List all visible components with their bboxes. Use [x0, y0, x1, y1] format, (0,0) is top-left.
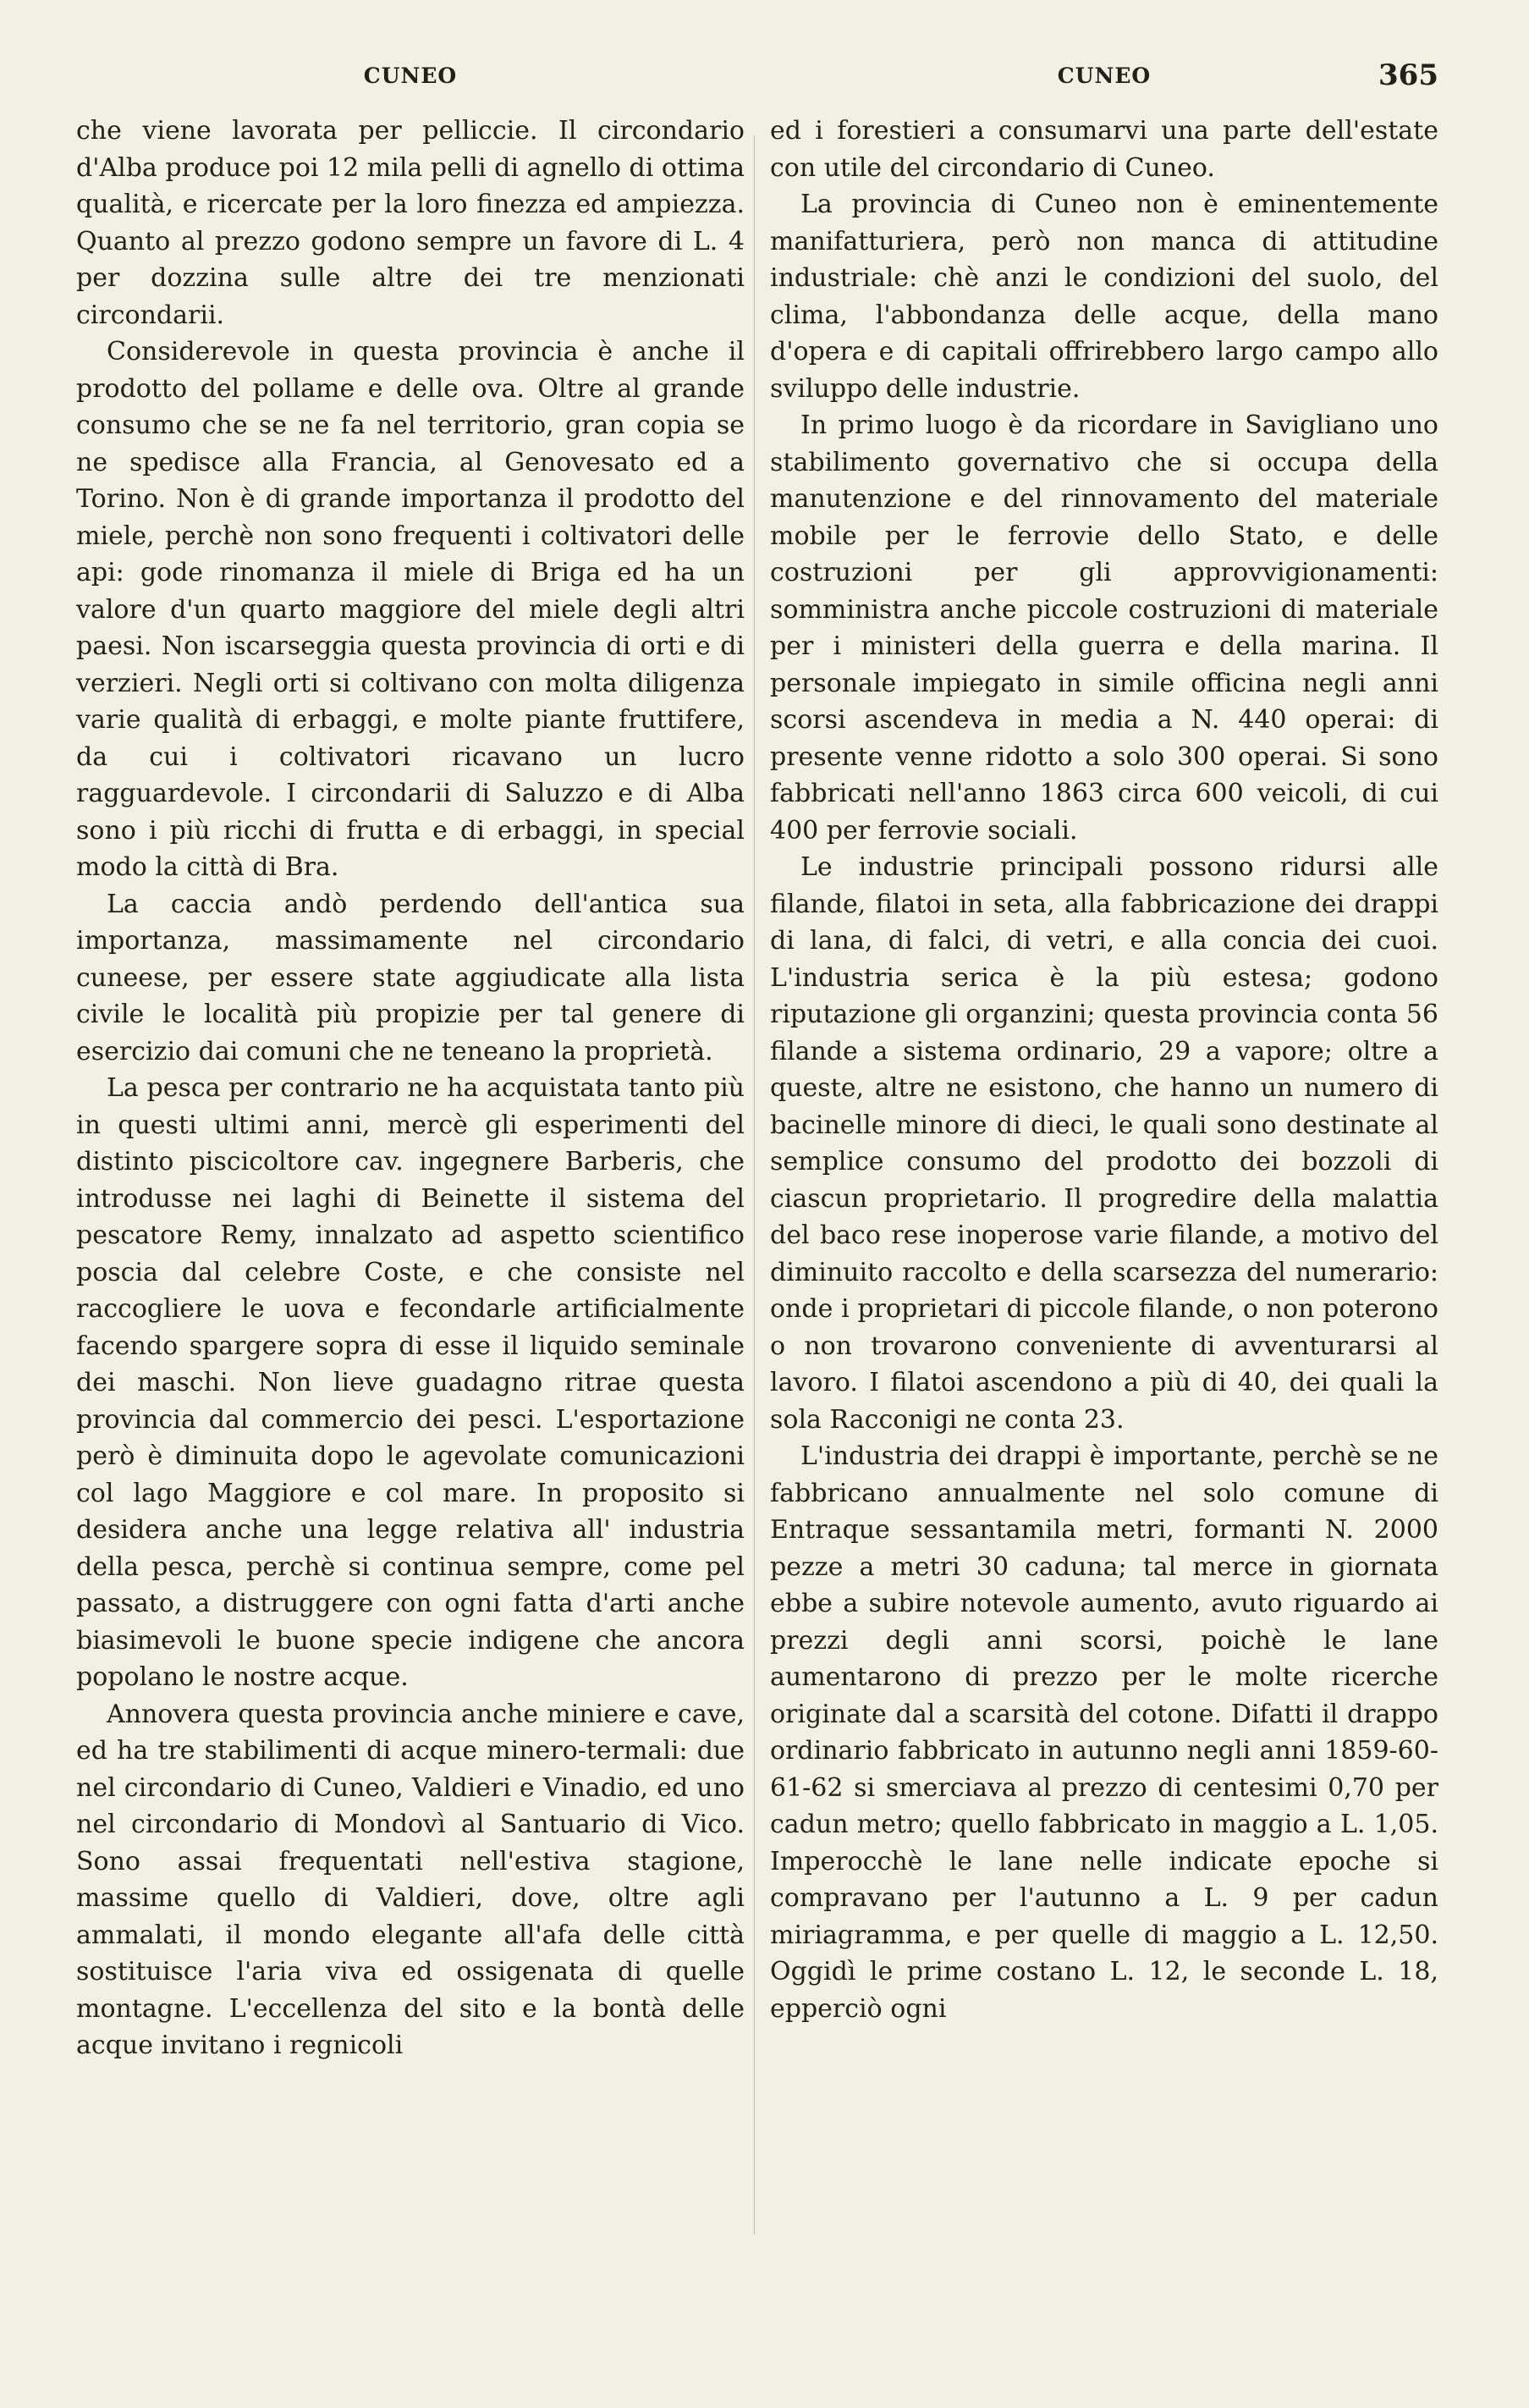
- paragraph: Le industrie principali possono ridursi alle filande, filatoi in seta, alla fabbricazione dei drappi di lana, di falci, di vetri, e alla concia dei cuoi. L'industria serica è la più estesa; godono riputazione gli organzini; questa provincia conta 56 filande a sistema ordinario, 29 a vapore; oltre a queste, altre ne esistono, che hanno un numero di bacinelle minore di dieci, le quali sono destinate al semplice consumo del prodotto dei bozzoli di ciascun proprietario. Il progredire della malattia del baco rese inoperose varie filande, a motivo del diminuito raccolto e della scarsezza del numerario: onde i proprietari di piccole filande, o non poterono o non trovarono conveniente di avventurarsi al lavoro. I filatoi ascendono a più di 40, dei quali la sola Racconigi ne conta 23.: [770, 852, 1438, 1435]
- paragraph: che viene lavorata per pelliccie. Il circondario d'Alba produce poi 12 mila pelli di agnello di ottima qualità, e ricercate per la loro finezza ed ampiezza. Quanto al prezzo godono sempre un favore di L. 4 per dozzina sulle altre dei tre menzionati circondarii.: [76, 116, 745, 330]
- paragraph: L'industria dei drappi è importante, perchè se ne fabbricano annualmente nel solo comune di Entraque sessantamila metri, formanti N. 2000 pezze a metri 30 caduna; tal merce in giornata ebbe a subire notevole aumento, avuto riguardo ai prezzi degli anni scorsi, poichè le lane aumentarono di prezzo per le molte ricerche originate dal a scarsità del cotone. Difatti il drappo ordinario fabbricato in autunno negli anni 1859-60-61-62 si smerciava al prezzo di centesimi 0,70 per cadun metro; quello fabbricato in maggio a L. 1,05. Imperocchè le lane nelle indicate epoche si compravano per l'autunno a L. 9 per cadun miriagramma, e per quelle di maggio a L. 12,50. Oggidì le prime costano L. 12, le seconde L. 18, epperciò ogni: [770, 1441, 1438, 2024]
- left-column: [76, 63, 745, 2247]
- running-head-left: CUNEO: [363, 63, 458, 88]
- right-text-body: [770, 113, 1438, 2027]
- paragraph: ed i forestieri a consumarvi una parte dell'estate con utile del circondario di Cuneo.: [770, 116, 1438, 183]
- column-divider: [754, 135, 755, 2234]
- paragraph: Annovera questa provincia anche miniere e cave, ed ha tre stabilimenti di acque minero-termali: due nel circondario di Cuneo, Valdieri e Vinadio, ed uno nel circondario di Mondovì al Santuario di Vico. Sono assai frequentati nell'estiva stagione, massime quello di Valdieri, dove, oltre agli ammalati, il mondo elegante all'afa delle città sostituisce l'aria viva ed ossigenata di quelle montagne. L'eccellenza del sito e la bontà delle acque invitano i regnicoli: [76, 1699, 745, 2060]
- left-column-header: [76, 63, 745, 113]
- paragraph: La caccia andò perdendo dell'antica sua importanza, massimamente nel circondario cuneese, per essere state aggiudicate alla lista civile le località più propizie per tal genere di esercizio dai comuni che ne teneano la proprietà.: [76, 889, 745, 1066]
- right-column: [770, 58, 1438, 2247]
- paragraph: Considerevole in questa provincia è anche il prodotto del pollame e delle ova. Oltre al grande consumo che se ne fa nel territorio, gran copia se ne spedisce alla Francia, al Genovesato ed a Torino. Non è di grande importanza il prodotto del miele, perchè non sono frequenti i coltivatori delle api: gode rinomanza il miele di Briga ed ha un valore d'un quarto maggiore del miele degli altri paesi. Non iscarseggia questa provincia di orti e di verzieri. Negli orti si coltivano con molta diligenza varie qualità di erbaggi, e molte piante fruttifere, da cui i coltivatori ricavano un lucro ragguardevole. I circondarii di Saluzzo e di Alba sono i più ricchi di frutta e di erbaggi, in special modo la città di Bra.: [76, 337, 745, 882]
- left-text-body: [76, 113, 745, 2064]
- page-number: 365: [1378, 58, 1438, 92]
- right-column-header: [770, 58, 1438, 113]
- paragraph: La provincia di Cuneo non è eminentemente manifatturiera, però non manca di attitudine industriale: chè anzi le condizioni del suolo, del clima, l'abbondanza delle acque, della mano d'opera e di capitali offrirebbero largo campo allo sviluppo delle industrie.: [770, 190, 1438, 404]
- paragraph: In primo luogo è da ricordare in Savigliano uno stabilimento governativo che si occupa della manutenzione e del rinnovamento del materiale mobile per le ferrovie dello Stato, e delle costruzioni per gli approvvigionamenti: somministra anche piccole costruzioni di materiale per i ministeri della guerra e della marina. Il personale impiegato in simile officina negli anni scorsi ascendeva in media a N. 440 operai: di presente venne ridotto a solo 300 operai. Si sono fabbricati nell'anno 1863 circa 600 veicoli, di cui 400 per ferrovie sociali.: [770, 411, 1438, 846]
- running-head-right: CUNEO: [1057, 63, 1152, 88]
- paragraph: La pesca per contrario ne ha acquistata tanto più in questi ultimi anni, mercè gli esperimenti del distinto piscicoltore cav. ingegnere Barberis, che introdusse nei laghi di Beinette il sistema del pescatore Remy, innalzato ad aspetto scientifico poscia dal celebre Coste, e che consiste nel raccogliere le uova e fecondarle artificialmente facendo spargere sopra di esse il liquido seminale dei maschi. Non lieve guadagno ritrae questa provincia dal commercio dei pesci. L'esportazione però è diminuita dopo le agevolate comunicazioni col lago Maggiore e col mare. In proposito si desidera anche una legge relativa all' industria della pesca, perchè si continua sempre, come pel passato, a distruggere con ogni fatta d'arti anche biasimevoli le buone specie indigene che ancora popolano le nostre acque.: [76, 1073, 745, 1692]
